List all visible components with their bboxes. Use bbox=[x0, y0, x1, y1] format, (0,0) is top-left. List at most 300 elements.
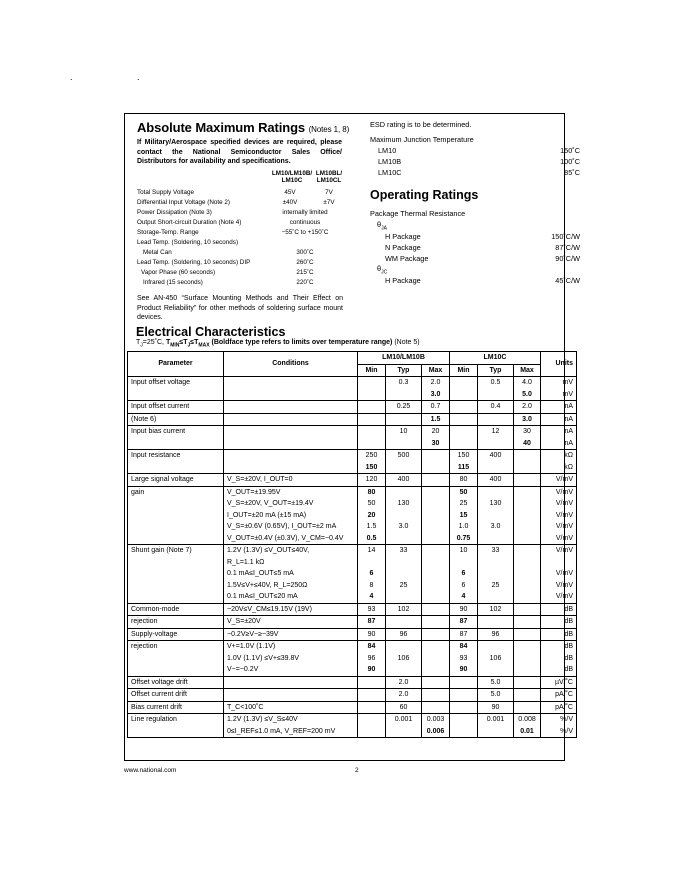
max-cell bbox=[422, 616, 450, 629]
typ-cell bbox=[386, 533, 422, 545]
min-cell bbox=[358, 389, 386, 401]
max-cell bbox=[514, 450, 541, 462]
cond-cell: V_S=±20V, I_OUT=0 bbox=[224, 474, 358, 487]
cond-cell bbox=[224, 462, 358, 474]
electrical-table bbox=[127, 351, 577, 738]
typ-cell: 25 bbox=[386, 580, 422, 592]
units-cell: dB bbox=[541, 616, 577, 629]
min-cell bbox=[450, 714, 478, 726]
typ-cell: 102 bbox=[478, 603, 514, 616]
units-cell: V/mV bbox=[541, 533, 577, 545]
typ-cell: 0.001 bbox=[386, 714, 422, 726]
typ-cell bbox=[478, 389, 514, 401]
min-cell: 50 bbox=[450, 486, 478, 498]
abs-max-notes: (Notes 1, 8) bbox=[308, 125, 350, 134]
typ-cell: 102 bbox=[386, 603, 422, 616]
cond-cell: V_S=±0.6V (0.65V), I_OUT=±2 mA bbox=[224, 521, 358, 533]
cond-cell bbox=[224, 401, 358, 414]
units-cell: dB bbox=[541, 653, 577, 665]
units-cell: %/V bbox=[541, 714, 577, 726]
max-cell bbox=[514, 474, 541, 487]
table-row bbox=[128, 676, 577, 689]
units-cell: V/mV bbox=[541, 498, 577, 510]
min-cell: 93 bbox=[450, 653, 478, 665]
max-cell bbox=[514, 689, 541, 702]
min-cell: 0.75 bbox=[450, 533, 478, 545]
table-row bbox=[128, 714, 577, 726]
max-cell bbox=[514, 641, 541, 653]
min-cell bbox=[358, 726, 386, 738]
units-cell: µV/˚C bbox=[541, 676, 577, 689]
typ-cell: 5.0 bbox=[478, 676, 514, 689]
param-cell: Offset current drift bbox=[128, 689, 224, 702]
rating-value: 220˚C bbox=[296, 279, 314, 286]
max-cell: 20 bbox=[422, 426, 450, 438]
max-cell: 40 bbox=[514, 438, 541, 450]
typ-cell: 60 bbox=[386, 701, 422, 714]
typ-cell bbox=[478, 641, 514, 653]
typ-cell: 0.5 bbox=[478, 377, 514, 389]
min-cell bbox=[358, 401, 386, 414]
typ-cell bbox=[478, 557, 514, 569]
units-cell: V/mV bbox=[541, 474, 577, 487]
units-cell: V/mV bbox=[541, 486, 577, 498]
max-cell bbox=[422, 521, 450, 533]
param-cell bbox=[128, 580, 224, 592]
units-cell: nA bbox=[541, 401, 577, 414]
cond-cell: V_S=±20V, V_OUT=±19.4V bbox=[224, 498, 358, 510]
max-cell: 3.0 bbox=[514, 413, 541, 426]
min-cell: 87 bbox=[450, 628, 478, 641]
max-cell bbox=[514, 676, 541, 689]
min-cell bbox=[358, 377, 386, 389]
units-cell: V/mV bbox=[541, 580, 577, 592]
cond-cell: 0.1 mA≤I_OUT≤5 mA bbox=[224, 568, 358, 580]
max-cell bbox=[422, 486, 450, 498]
cond-cell: V+=1.0V (1.1V) bbox=[224, 641, 358, 653]
table-row bbox=[128, 628, 577, 641]
operating-title: Operating Ratings bbox=[370, 188, 479, 202]
min-cell: 250 bbox=[358, 450, 386, 462]
rating-value: 87˚C/W bbox=[555, 243, 580, 252]
units-cell: V/mV bbox=[541, 545, 577, 557]
rating-value: 260˚C bbox=[296, 259, 314, 266]
rating-label: Total Supply Voltage bbox=[137, 189, 195, 196]
param-cell: Input resistance bbox=[128, 450, 224, 462]
max-cell bbox=[514, 498, 541, 510]
typ-cell bbox=[386, 510, 422, 522]
rating-label: Infrared (15 seconds) bbox=[143, 279, 203, 286]
min-cell bbox=[450, 401, 478, 414]
min-cell: 84 bbox=[358, 641, 386, 653]
min-cell: 6 bbox=[450, 580, 478, 592]
max-cell bbox=[422, 510, 450, 522]
rating-label: LM10C bbox=[378, 168, 402, 177]
min-cell: 90 bbox=[450, 664, 478, 676]
abs-max-title: Absolute Maximum Ratings (Notes 1, 8) bbox=[137, 120, 350, 135]
units-cell: V/mV bbox=[541, 591, 577, 603]
table-row bbox=[128, 689, 577, 702]
typ-cell bbox=[478, 616, 514, 629]
header-min: Min bbox=[358, 364, 386, 377]
rating-label: Output Short-circuit Duration (Note 4) bbox=[137, 219, 242, 226]
rating-value: ±7V bbox=[323, 199, 335, 206]
param-cell: Input offset voltage bbox=[128, 377, 224, 389]
thermal-resistance-label: Package Thermal Resistance bbox=[370, 209, 466, 218]
max-cell bbox=[514, 628, 541, 641]
max-cell: 0.008 bbox=[514, 714, 541, 726]
max-cell bbox=[422, 450, 450, 462]
min-cell bbox=[450, 726, 478, 738]
param-cell: (Note 6) bbox=[128, 413, 224, 426]
max-cell: 0.01 bbox=[514, 726, 541, 738]
min-cell: 90 bbox=[358, 664, 386, 676]
typ-cell bbox=[478, 533, 514, 545]
max-cell bbox=[514, 616, 541, 629]
typ-cell bbox=[386, 557, 422, 569]
typ-cell: 400 bbox=[386, 474, 422, 487]
units-cell: dB bbox=[541, 603, 577, 616]
min-cell bbox=[358, 676, 386, 689]
typ-cell: 400 bbox=[478, 450, 514, 462]
rating-label: Metal Can bbox=[143, 249, 172, 256]
min-cell bbox=[450, 413, 478, 426]
table-row bbox=[128, 426, 577, 438]
max-cell bbox=[514, 462, 541, 474]
theta-ja: $\theta_{JA}$ bbox=[377, 220, 387, 232]
param-cell: Line regulation bbox=[128, 714, 224, 726]
units-cell: %/V bbox=[541, 726, 577, 738]
min-cell: 8 bbox=[358, 580, 386, 592]
rating-value: 215˚C bbox=[296, 269, 314, 276]
typ-cell: 106 bbox=[478, 653, 514, 665]
header-min: Min bbox=[450, 364, 478, 377]
typ-cell bbox=[386, 568, 422, 580]
cond-cell: 1.5V≤V+≤40V, R_L=250Ω bbox=[224, 580, 358, 592]
units-cell: mV bbox=[541, 389, 577, 401]
typ-cell bbox=[386, 438, 422, 450]
rating-label: Vapor Phase (60 seconds) bbox=[141, 269, 216, 276]
param-cell bbox=[128, 664, 224, 676]
units-cell: kΩ bbox=[541, 450, 577, 462]
max-cell: 30 bbox=[514, 426, 541, 438]
rating-label: Differential Input Voltage (Note 2) bbox=[137, 199, 230, 206]
max-cell: 1.5 bbox=[422, 413, 450, 426]
max-cell bbox=[422, 628, 450, 641]
typ-cell: 3.0 bbox=[386, 521, 422, 533]
cond-cell: V_S=±20V bbox=[224, 616, 358, 629]
min-cell: 4 bbox=[358, 591, 386, 603]
theta-jc: $\theta_{JC}$ bbox=[377, 264, 388, 276]
units-cell: nA bbox=[541, 438, 577, 450]
stray-mark: . bbox=[137, 72, 140, 82]
typ-cell bbox=[386, 486, 422, 498]
rating-label: Power Dissipation (Note 3) bbox=[137, 209, 212, 216]
min-cell: 120 bbox=[358, 474, 386, 487]
table-row bbox=[128, 726, 577, 738]
table-row bbox=[128, 603, 577, 616]
cond-cell: V−=−0.2V bbox=[224, 664, 358, 676]
units-cell: nA bbox=[541, 426, 577, 438]
typ-cell: 106 bbox=[386, 653, 422, 665]
rating-value: −55˚C to +150˚C bbox=[281, 229, 329, 236]
header-lm10: LM10/LM10B bbox=[358, 352, 450, 365]
min-cell: 90 bbox=[358, 628, 386, 641]
min-cell bbox=[450, 676, 478, 689]
max-cell bbox=[514, 591, 541, 603]
param-cell bbox=[128, 498, 224, 510]
max-cell bbox=[422, 568, 450, 580]
typ-cell: 25 bbox=[478, 580, 514, 592]
electrical-title: Electrical Characteristics bbox=[136, 325, 286, 339]
typ-cell: 500 bbox=[386, 450, 422, 462]
typ-cell bbox=[478, 591, 514, 603]
typ-cell bbox=[386, 591, 422, 603]
table-row bbox=[128, 580, 577, 592]
footer-page: 2 bbox=[355, 767, 359, 774]
typ-cell bbox=[478, 568, 514, 580]
param-cell bbox=[128, 389, 224, 401]
cond-cell: R_L=1.1 kΩ bbox=[224, 557, 358, 569]
cond-cell bbox=[224, 413, 358, 426]
min-cell: 6 bbox=[358, 568, 386, 580]
typ-cell bbox=[386, 664, 422, 676]
units-cell: dB bbox=[541, 664, 577, 676]
min-cell bbox=[450, 377, 478, 389]
max-cell: 30 bbox=[422, 438, 450, 450]
min-cell: 96 bbox=[358, 653, 386, 665]
table-row bbox=[128, 533, 577, 545]
max-cell bbox=[422, 603, 450, 616]
footer-site: www.national.com bbox=[124, 767, 177, 774]
min-cell: 14 bbox=[358, 545, 386, 557]
electrical-conditions: $T_J=25˚C$, $T_{MIN}\le T_J\le T_{MAX}$ (Boldface type refers to limits over temperature range) (Note 5) bbox=[136, 339, 420, 349]
rating-value: internally limited bbox=[282, 209, 328, 216]
typ-cell: 400 bbox=[478, 474, 514, 487]
max-cell: 0.7 bbox=[422, 401, 450, 414]
cond-cell bbox=[224, 377, 358, 389]
typ-cell bbox=[386, 641, 422, 653]
typ-cell bbox=[478, 486, 514, 498]
typ-cell: 2.0 bbox=[386, 689, 422, 702]
typ-cell bbox=[478, 438, 514, 450]
min-cell bbox=[358, 701, 386, 714]
rating-value: 100˚C bbox=[560, 157, 580, 166]
table-row bbox=[128, 701, 577, 714]
max-cell: 0.006 bbox=[422, 726, 450, 738]
param-cell: Common-mode bbox=[128, 603, 224, 616]
max-cell bbox=[514, 510, 541, 522]
max-cell bbox=[422, 653, 450, 665]
table-row bbox=[128, 474, 577, 487]
units-cell: dB bbox=[541, 628, 577, 641]
table-row bbox=[128, 450, 577, 462]
max-cell bbox=[422, 591, 450, 603]
junction-title: Maximum Junction Temperature bbox=[370, 135, 474, 144]
table-row bbox=[128, 462, 577, 474]
header-units: Units bbox=[541, 352, 577, 377]
cond-cell bbox=[224, 389, 358, 401]
table-row bbox=[128, 568, 577, 580]
min-cell: 90 bbox=[450, 603, 478, 616]
max-cell bbox=[422, 557, 450, 569]
param-cell bbox=[128, 591, 224, 603]
max-cell bbox=[422, 580, 450, 592]
cond-cell bbox=[224, 426, 358, 438]
table-row bbox=[128, 498, 577, 510]
min-cell bbox=[358, 557, 386, 569]
typ-cell: 10 bbox=[386, 426, 422, 438]
rating-value: ±40V bbox=[282, 199, 298, 206]
min-cell bbox=[450, 426, 478, 438]
min-cell: 25 bbox=[450, 498, 478, 510]
table-row bbox=[128, 510, 577, 522]
rating-label: H Package bbox=[385, 276, 421, 285]
min-cell bbox=[450, 438, 478, 450]
cond-cell: 1.2V (1.3V) ≤V_S≤40V bbox=[224, 714, 358, 726]
table-row bbox=[128, 389, 577, 401]
min-cell bbox=[450, 389, 478, 401]
min-cell: 50 bbox=[358, 498, 386, 510]
max-cell: 0.003 bbox=[422, 714, 450, 726]
rating-label: N Package bbox=[385, 243, 421, 252]
max-cell bbox=[514, 603, 541, 616]
table-row bbox=[128, 401, 577, 414]
military-note: If Military/Aerospace specified devices are required, please contact the National Semiconductor Sales Office/ Distributors for availability and specifications. bbox=[137, 139, 342, 165]
max-cell bbox=[422, 664, 450, 676]
min-cell: 80 bbox=[450, 474, 478, 487]
table-row bbox=[128, 377, 577, 389]
max-cell bbox=[514, 557, 541, 569]
typ-cell: 0.4 bbox=[478, 401, 514, 414]
typ-cell: 33 bbox=[478, 545, 514, 557]
cond-cell: T_C<100˚C bbox=[224, 701, 358, 714]
rating-value: 300˚C bbox=[296, 249, 314, 256]
header-parameter: Parameter bbox=[128, 352, 224, 377]
typ-cell: 5.0 bbox=[478, 689, 514, 702]
rating-label: Lead Temp. (Soldering, 10 seconds) DIP bbox=[137, 259, 251, 266]
max-cell: 4.0 bbox=[514, 377, 541, 389]
table-row bbox=[128, 591, 577, 603]
col-head-1: LM10/LM10B/ LM10C bbox=[271, 170, 313, 184]
min-cell bbox=[450, 689, 478, 702]
table-row bbox=[128, 616, 577, 629]
typ-cell bbox=[478, 664, 514, 676]
max-cell: 3.0 bbox=[422, 389, 450, 401]
typ-cell bbox=[386, 462, 422, 474]
table-row bbox=[128, 521, 577, 533]
rating-value: continuous bbox=[289, 219, 321, 226]
param-cell: Supply-voltage bbox=[128, 628, 224, 641]
min-cell: 1.5 bbox=[358, 521, 386, 533]
units-cell: pA/˚C bbox=[541, 689, 577, 702]
min-cell bbox=[358, 438, 386, 450]
min-cell bbox=[450, 557, 478, 569]
cond-cell: 0.1 mA≤I_OUT≤20 mA bbox=[224, 591, 358, 603]
units-cell: mV bbox=[541, 377, 577, 389]
max-cell bbox=[514, 521, 541, 533]
units-cell: V/mV bbox=[541, 510, 577, 522]
max-cell bbox=[514, 568, 541, 580]
max-cell bbox=[514, 664, 541, 676]
min-cell: 6 bbox=[450, 568, 478, 580]
typ-cell bbox=[478, 726, 514, 738]
param-cell: Offset voltage drift bbox=[128, 676, 224, 689]
param-cell: Input bias current bbox=[128, 426, 224, 438]
min-cell: 4 bbox=[450, 591, 478, 603]
cond-cell: 1.0V (1.1V) ≤V+≤39.8V bbox=[224, 653, 358, 665]
header-typ: Typ bbox=[386, 364, 422, 377]
param-cell bbox=[128, 726, 224, 738]
param-cell bbox=[128, 521, 224, 533]
typ-cell: 96 bbox=[478, 628, 514, 641]
max-cell: 2.0 bbox=[514, 401, 541, 414]
typ-cell: 12 bbox=[478, 426, 514, 438]
max-cell bbox=[514, 533, 541, 545]
rating-value: 85˚C bbox=[564, 168, 580, 177]
rating-label: LM10 bbox=[378, 146, 397, 155]
min-cell: 20 bbox=[358, 510, 386, 522]
min-cell: 10 bbox=[450, 545, 478, 557]
typ-cell: 130 bbox=[478, 498, 514, 510]
min-cell bbox=[358, 413, 386, 426]
param-cell: Bias current drift bbox=[128, 701, 224, 714]
typ-cell bbox=[478, 510, 514, 522]
esd-note: ESD rating is to be determined. bbox=[370, 120, 472, 129]
min-cell: 84 bbox=[450, 641, 478, 653]
max-cell bbox=[422, 676, 450, 689]
cond-cell bbox=[224, 450, 358, 462]
param-cell bbox=[128, 557, 224, 569]
typ-cell: 0.001 bbox=[478, 714, 514, 726]
units-cell bbox=[541, 557, 577, 569]
cond-cell: −0.2V≥V−≥−39V bbox=[224, 628, 358, 641]
param-cell: Input offset current bbox=[128, 401, 224, 414]
max-cell bbox=[422, 545, 450, 557]
min-cell bbox=[358, 426, 386, 438]
table-row bbox=[128, 653, 577, 665]
table-row bbox=[128, 545, 577, 557]
max-cell bbox=[422, 498, 450, 510]
param-cell: rejection bbox=[128, 641, 224, 653]
rating-value: 90˚C/W bbox=[555, 254, 580, 263]
param-cell: gain bbox=[128, 486, 224, 498]
rating-label: LM10B bbox=[378, 157, 402, 166]
units-cell: nA bbox=[541, 413, 577, 426]
rating-value: 150˚C bbox=[560, 146, 580, 155]
rating-label: H Package bbox=[385, 232, 421, 241]
min-cell bbox=[358, 714, 386, 726]
min-cell bbox=[358, 689, 386, 702]
max-cell bbox=[422, 701, 450, 714]
rating-value: 45V bbox=[284, 189, 296, 196]
typ-cell: 90 bbox=[478, 701, 514, 714]
min-cell bbox=[450, 701, 478, 714]
table-row bbox=[128, 557, 577, 569]
max-cell bbox=[514, 701, 541, 714]
min-cell: 87 bbox=[358, 616, 386, 629]
max-cell bbox=[422, 641, 450, 653]
min-cell: 150 bbox=[358, 462, 386, 474]
typ-cell: 3.0 bbox=[478, 521, 514, 533]
max-cell bbox=[422, 474, 450, 487]
header-max: Max bbox=[514, 364, 541, 377]
typ-cell: 0.25 bbox=[386, 401, 422, 414]
min-cell: 80 bbox=[358, 486, 386, 498]
max-cell: 5.0 bbox=[514, 389, 541, 401]
cond-cell: 0≤I_REF≤1.0 mA, V_REF=200 mV bbox=[224, 726, 358, 738]
units-cell: V/mV bbox=[541, 568, 577, 580]
